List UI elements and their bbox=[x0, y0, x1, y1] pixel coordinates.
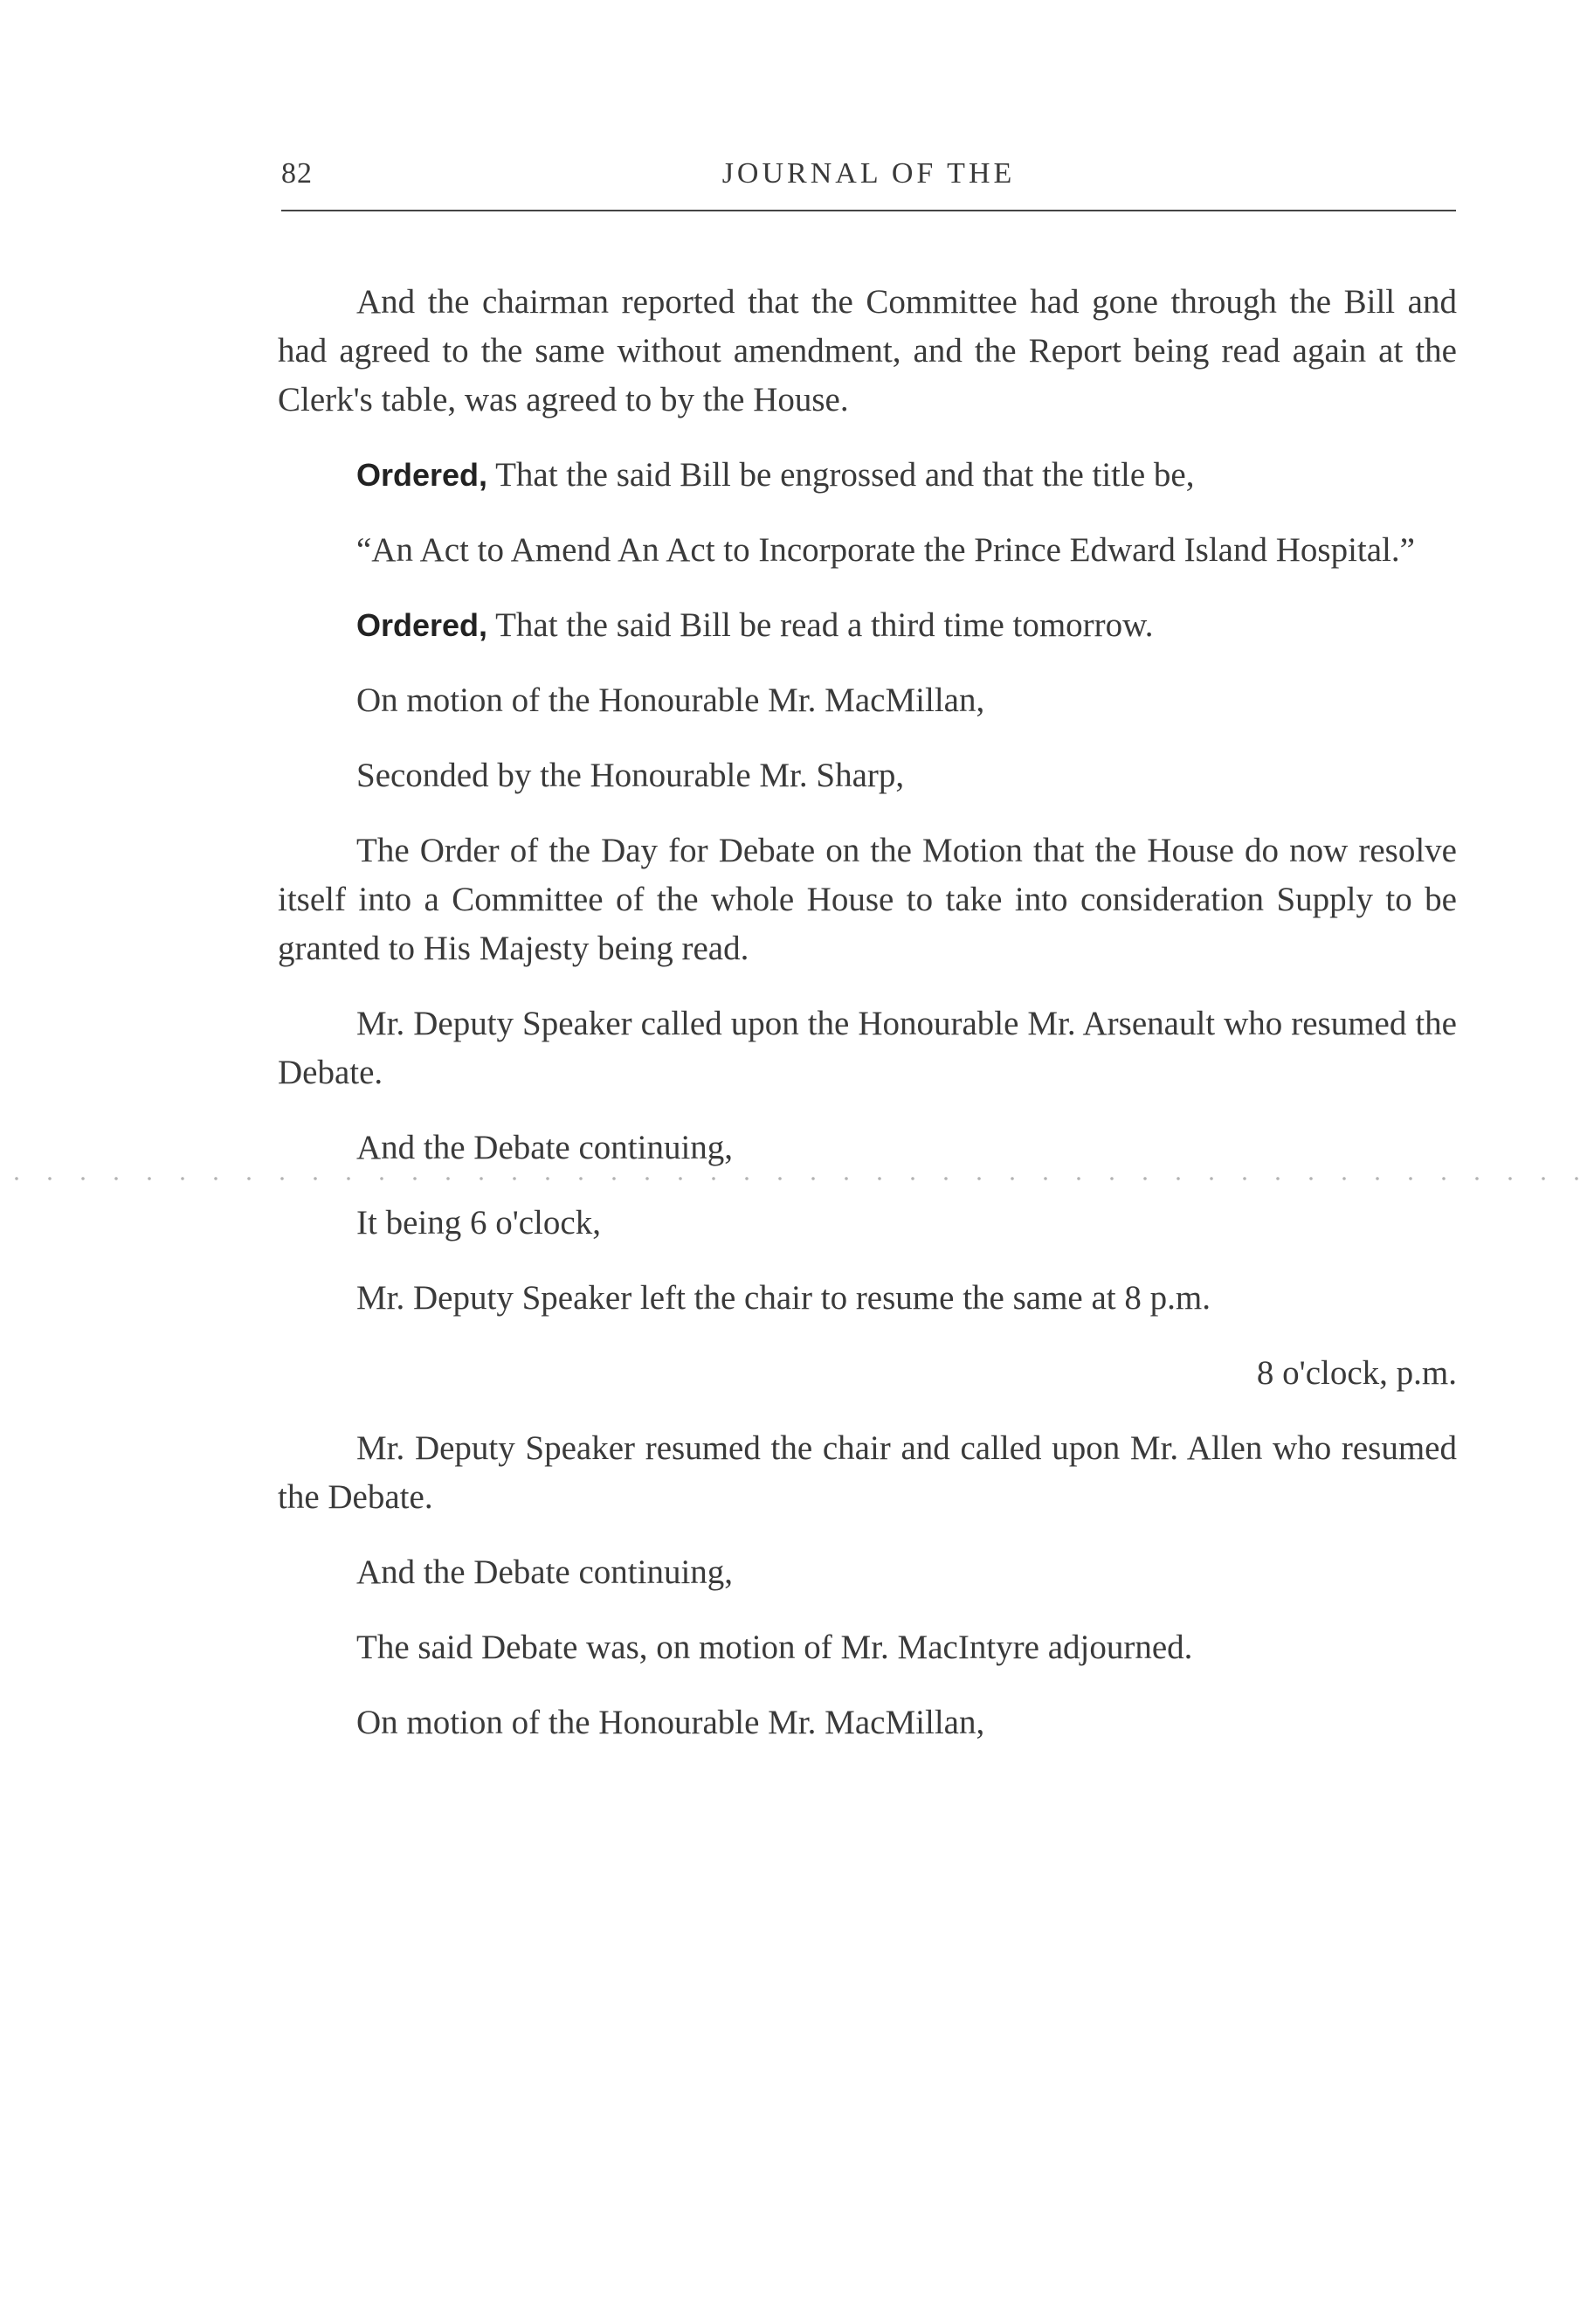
journal-body bbox=[278, 278, 1457, 1747]
paragraph-debate-adjourned: The said Debate was, on motion of Mr. MacIntyre adjourned. bbox=[356, 1629, 1193, 1666]
ordered-text: That the said Bill be read a third time tomorrow. bbox=[495, 606, 1154, 644]
paragraph-act-title: “An Act to Amend An Act to Incorporate the Prince Edward Island Hospital.” bbox=[356, 531, 1415, 569]
paragraph-eight-oclock: 8 o'clock, p.m. bbox=[1256, 1354, 1457, 1392]
running-title: JOURNAL OF THE bbox=[721, 157, 1016, 190]
page-header bbox=[281, 157, 1456, 210]
ordered-label: Ordered, bbox=[356, 607, 488, 643]
ordered-text: That the said Bill be engrossed and that the title be, bbox=[495, 456, 1195, 494]
paragraph-debate-continuing: And the Debate continuing, bbox=[356, 1129, 734, 1166]
paragraph-debate-continuing-2: And the Debate continuing, bbox=[356, 1553, 734, 1591]
paragraph-seconded: Seconded by the Honourable Mr. Sharp, bbox=[356, 757, 905, 794]
ordered-label: Ordered, bbox=[356, 457, 488, 493]
paragraph-deputy-speaker-arsenault: Mr. Deputy Speaker called upon the Honourable Mr. Arsenault who resumed the Debate. bbox=[278, 1005, 1457, 1091]
paragraph-order-of-day: The Order of the Day for Debate on the Motion that the House do now resolve itself into a Committee of the whole House to take into consideration Supply to be granted to His Majesty being read. bbox=[278, 832, 1457, 967]
paragraph-committee-report: And the chairman reported that the Committee had gone through the Bill and had agreed to the same without amendment, and the Report being read again at the Clerk's table, was agreed to by the House. bbox=[278, 283, 1457, 418]
paragraph-ordered-engrossed bbox=[278, 451, 1457, 500]
paragraph-motion-2: On motion of the Honourable Mr. MacMillan, bbox=[356, 1704, 985, 1741]
header-rule bbox=[281, 210, 1456, 211]
paragraph-motion: On motion of the Honourable Mr. MacMillan, bbox=[356, 681, 985, 719]
paragraph-deputy-speaker-allen: Mr. Deputy Speaker resumed the chair and called upon Mr. Allen who resumed the Debate. bbox=[278, 1429, 1457, 1516]
paragraph-ordered-third-reading bbox=[278, 601, 1457, 650]
page-number: 82 bbox=[281, 157, 313, 190]
paragraph-six-oclock: It being 6 o'clock, bbox=[356, 1204, 601, 1242]
paragraph-left-chair: Mr. Deputy Speaker left the chair to resume the same at 8 p.m. bbox=[356, 1279, 1211, 1317]
